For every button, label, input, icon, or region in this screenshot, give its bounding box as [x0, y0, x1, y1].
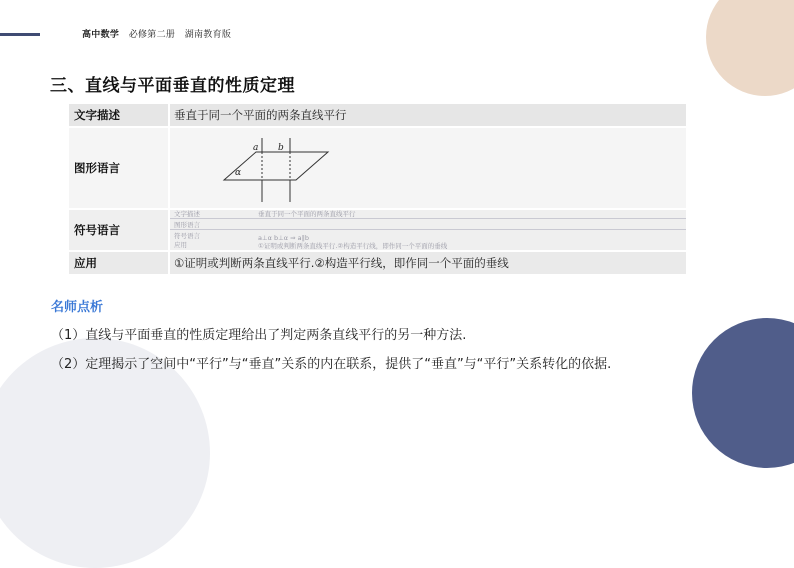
- note-item-1: （1）直线与平面垂直的性质定理给出了判定两条直线平行的另一种方法.: [51, 328, 467, 343]
- theorem-diagram: [220, 134, 340, 204]
- row-label-text-description: 文字描述: [69, 104, 168, 126]
- header: [82, 27, 231, 40]
- row-label-figure-language: 图形语言: [69, 128, 168, 208]
- header-publisher: 湖南教育版: [184, 30, 232, 40]
- decorative-circle-gray: [0, 338, 210, 568]
- table-row: [69, 252, 686, 276]
- note-item-2: （2）定理揭示了空间中“平行”与“垂直”关系的内在联系，提供了“垂直”与“平行”关系转化的依据.: [51, 357, 612, 372]
- section-title: 三、直线与平面垂直的性质定理: [50, 76, 295, 96]
- thumb-label-2: 图形语言: [174, 221, 200, 229]
- decorative-circle-blue: [692, 318, 794, 468]
- thumb-text-1: 垂直于同一个平面的两条直线平行: [258, 210, 356, 218]
- thumb-text-4: ①证明或判断两条直线平行.②构造平行线，即作同一个平面的垂线: [258, 242, 448, 250]
- row-value-text-description: 垂直于同一个平面的两条直线平行: [168, 104, 686, 126]
- diagram-label-a: a: [253, 143, 259, 153]
- thumb-label-1: 文字描述: [174, 210, 200, 218]
- thumb-label-4: 应用: [174, 241, 187, 249]
- row-value-symbol-language: [168, 210, 686, 250]
- header-rule: [0, 33, 40, 36]
- table-row: [69, 210, 686, 252]
- theorem-table: [69, 104, 686, 276]
- diagram-label-b: b: [278, 143, 284, 153]
- row-value-application: ①证明或判断两条直线平行.②构造平行线，即作同一个平面的垂线: [168, 252, 686, 274]
- header-subject: 高中数学: [82, 30, 120, 40]
- notes-heading: 名师点析: [51, 300, 104, 315]
- embedded-table-thumbnail: [170, 210, 686, 250]
- row-label-application: 应用: [69, 252, 168, 274]
- table-row: [69, 104, 686, 128]
- thumb-text-3: a⊥α b⊥α ⇒ a∥b: [258, 234, 310, 242]
- header-book: 必修第二册: [128, 30, 176, 40]
- thumb-label-3: 符号语言: [174, 232, 200, 240]
- diagram-label-alpha: α: [235, 168, 242, 178]
- table-row: [69, 128, 686, 210]
- decorative-circle-peach: [706, 0, 794, 96]
- row-label-symbol-language: 符号语言: [69, 210, 168, 250]
- row-value-figure-language: [168, 128, 686, 208]
